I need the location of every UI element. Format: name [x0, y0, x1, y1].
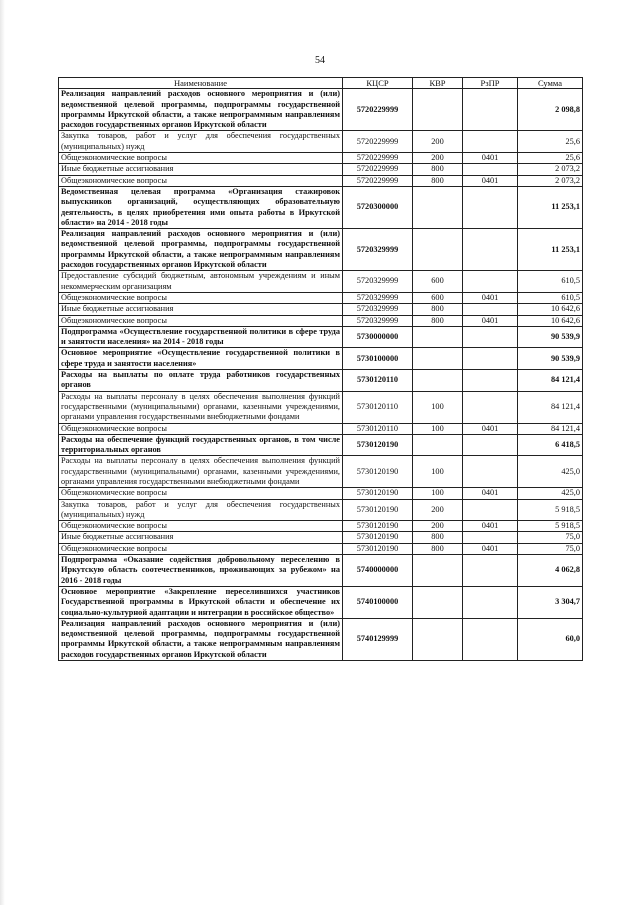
header-row	[59, 78, 583, 89]
cell-kvr: 800	[413, 164, 463, 175]
cell-kcsr: 5740129999	[343, 618, 413, 660]
cell-rzpr	[463, 499, 518, 521]
table-row	[59, 543, 583, 554]
cell-kvr	[413, 326, 463, 348]
table-row	[59, 131, 583, 153]
cell-sum: 5 918,5	[518, 499, 583, 521]
cell-kvr: 800	[413, 304, 463, 315]
cell-kcsr: 5720229999	[343, 175, 413, 186]
cell-kvr: 100	[413, 391, 463, 423]
cell-rzpr	[463, 391, 518, 423]
cell-sum: 90 539,9	[518, 348, 583, 370]
cell-kcsr: 5720329999	[343, 229, 413, 271]
cell-name: Основное мероприятие «Осуществление государственной политики в сфере труда и занятости населения»	[59, 348, 343, 370]
cell-sum: 11 253,1	[518, 186, 583, 228]
header-rzpr: РзПР	[463, 78, 518, 89]
cell-name: Закупка товаров, работ и услуг для обеспечения государственных (муниципальных) нужд	[59, 131, 343, 153]
cell-sum: 2 073,2	[518, 175, 583, 186]
cell-sum: 25,6	[518, 131, 583, 153]
cell-name: Подпрограмма «Осуществление государственной политики в сфере труда и занятости населения» на 2014 - 2018 годы	[59, 326, 343, 348]
cell-kcsr: 5730120110	[343, 391, 413, 423]
cell-name: Закупка товаров, работ и услуг для обеспечения государственных (муниципальных) нужд	[59, 499, 343, 521]
cell-kcsr: 5730120190	[343, 521, 413, 532]
table-row	[59, 521, 583, 532]
table-row	[59, 348, 583, 370]
cell-kvr	[413, 555, 463, 587]
table-row	[59, 555, 583, 587]
cell-rzpr	[463, 370, 518, 392]
cell-rzpr	[463, 304, 518, 315]
cell-name: Основное мероприятие «Закрепление переселившихся участников Государственной программы в Иркутской области и обеспечение их социально-культурной адаптации и интеграции в российское общество»	[59, 586, 343, 618]
cell-kvr: 200	[413, 499, 463, 521]
table-row	[59, 292, 583, 303]
cell-kcsr: 5720329999	[343, 315, 413, 326]
cell-kcsr: 5720229999	[343, 131, 413, 153]
table-row	[59, 434, 583, 456]
cell-rzpr	[463, 434, 518, 456]
cell-kvr	[413, 186, 463, 228]
cell-sum: 90 539,9	[518, 326, 583, 348]
cell-kcsr: 5730120190	[343, 456, 413, 488]
cell-kvr: 800	[413, 315, 463, 326]
cell-name: Предоставление субсидий бюджетным, автономным учреждениям и иным некоммерческим организациям	[59, 271, 343, 293]
cell-sum: 75,0	[518, 532, 583, 543]
cell-kcsr: 5720229999	[343, 164, 413, 175]
cell-name: Реализация направлений расходов основного мероприятия и (или) ведомственной целевой программы, подпрограммы государственной программы Иркутской области, а также непрограммным направлениям расходов государственных органов Иркутской области	[59, 229, 343, 271]
cell-rzpr	[463, 586, 518, 618]
cell-sum: 84 121,4	[518, 391, 583, 423]
cell-kcsr: 5740000000	[343, 555, 413, 587]
cell-sum: 610,5	[518, 292, 583, 303]
cell-sum: 10 642,6	[518, 304, 583, 315]
cell-rzpr	[463, 348, 518, 370]
cell-name: Общеэкономические вопросы	[59, 175, 343, 186]
cell-kvr	[413, 370, 463, 392]
cell-name: Расходы на обеспечение функций государственных органов, в том числе территориальных органов	[59, 434, 343, 456]
cell-kvr	[413, 586, 463, 618]
cell-sum: 11 253,1	[518, 229, 583, 271]
cell-name: Общеэкономические вопросы	[59, 153, 343, 164]
cell-kcsr: 5720329999	[343, 271, 413, 293]
cell-rzpr	[463, 164, 518, 175]
cell-kvr: 200	[413, 521, 463, 532]
cell-rzpr	[463, 186, 518, 228]
cell-kcsr: 5730100000	[343, 348, 413, 370]
cell-name: Иные бюджетные ассигнования	[59, 164, 343, 175]
cell-rzpr: 0401	[463, 292, 518, 303]
cell-name: Расходы на выплаты персоналу в целях обеспечения выполнения функций государственными (муниципальными) органами, казенными учреждениями, органами управления государственными внебюджетными фондами	[59, 456, 343, 488]
cell-sum: 4 062,8	[518, 555, 583, 587]
table-row	[59, 315, 583, 326]
cell-kcsr: 5730120190	[343, 532, 413, 543]
table-row	[59, 370, 583, 392]
cell-rzpr: 0401	[463, 423, 518, 434]
cell-name: Иные бюджетные ассигнования	[59, 304, 343, 315]
cell-kcsr: 5730120190	[343, 543, 413, 554]
cell-kvr: 800	[413, 532, 463, 543]
cell-kcsr: 5720229999	[343, 153, 413, 164]
table-row	[59, 423, 583, 434]
cell-name: Общеэкономические вопросы	[59, 521, 343, 532]
header-sum: Сумма	[518, 78, 583, 89]
cell-rzpr	[463, 532, 518, 543]
scan-edge-shadow	[0, 0, 5, 905]
cell-sum: 610,5	[518, 271, 583, 293]
cell-sum: 84 121,4	[518, 370, 583, 392]
cell-sum: 25,6	[518, 153, 583, 164]
table-row	[59, 89, 583, 131]
cell-kcsr: 5720229999	[343, 89, 413, 131]
cell-kcsr: 5730120190	[343, 434, 413, 456]
table-row	[59, 164, 583, 175]
cell-rzpr	[463, 618, 518, 660]
table-body	[59, 89, 583, 661]
header-kcsr: КЦСР	[343, 78, 413, 89]
table-row	[59, 488, 583, 499]
cell-name: Иные бюджетные ассигнования	[59, 532, 343, 543]
cell-kvr: 100	[413, 488, 463, 499]
table-row	[59, 532, 583, 543]
cell-kvr	[413, 434, 463, 456]
table-row	[59, 153, 583, 164]
budget-table	[58, 77, 583, 661]
cell-name: Реализация направлений расходов основного мероприятия и (или) ведомственной целевой программы, подпрограммы государственной программы Иркутской области, а также непрограммным направлениям расходов государственных органов Иркутской области	[59, 618, 343, 660]
cell-kvr: 200	[413, 153, 463, 164]
cell-kvr: 600	[413, 292, 463, 303]
table-row	[59, 499, 583, 521]
cell-name: Общеэкономические вопросы	[59, 315, 343, 326]
cell-name: Расходы на выплаты персоналу в целях обеспечения выполнения функций государственными (муниципальными) органами, казенными учреждениями, органами управления государственными внебюджетными фондами	[59, 391, 343, 423]
cell-name: Подпрограмма «Оказание содействия добровольному переселению в Иркутскую область соотечественников, проживающих за рубежом» на 2016 - 2018 годы	[59, 555, 343, 587]
cell-kcsr: 5730120190	[343, 499, 413, 521]
cell-kcsr: 5720329999	[343, 292, 413, 303]
cell-rzpr	[463, 229, 518, 271]
table-row	[59, 186, 583, 228]
cell-kcsr: 5730120110	[343, 423, 413, 434]
cell-kcsr: 5730120110	[343, 370, 413, 392]
table-row	[59, 456, 583, 488]
header-name: Наименование	[59, 78, 343, 89]
cell-kvr: 800	[413, 543, 463, 554]
cell-rzpr	[463, 456, 518, 488]
cell-kcsr: 5730120190	[343, 488, 413, 499]
cell-rzpr: 0401	[463, 521, 518, 532]
cell-kvr: 800	[413, 175, 463, 186]
cell-name: Общеэкономические вопросы	[59, 543, 343, 554]
cell-sum: 75,0	[518, 543, 583, 554]
cell-kvr: 600	[413, 271, 463, 293]
cell-sum: 5 918,5	[518, 521, 583, 532]
cell-kcsr: 5740100000	[343, 586, 413, 618]
cell-rzpr	[463, 326, 518, 348]
cell-kcsr: 5730000000	[343, 326, 413, 348]
header-kvr: КВР	[413, 78, 463, 89]
cell-kcsr: 5720300000	[343, 186, 413, 228]
cell-kvr: 100	[413, 423, 463, 434]
cell-rzpr: 0401	[463, 543, 518, 554]
cell-rzpr	[463, 89, 518, 131]
cell-name: Общеэкономические вопросы	[59, 423, 343, 434]
cell-name: Общеэкономические вопросы	[59, 292, 343, 303]
cell-sum: 425,0	[518, 456, 583, 488]
table-row	[59, 175, 583, 186]
cell-rzpr: 0401	[463, 175, 518, 186]
table-row	[59, 304, 583, 315]
cell-kvr	[413, 229, 463, 271]
table-row	[59, 271, 583, 293]
cell-rzpr: 0401	[463, 488, 518, 499]
cell-kvr	[413, 89, 463, 131]
cell-name: Общеэкономические вопросы	[59, 488, 343, 499]
cell-kvr: 100	[413, 456, 463, 488]
table-row	[59, 586, 583, 618]
cell-kvr	[413, 348, 463, 370]
cell-sum: 3 304,7	[518, 586, 583, 618]
cell-rzpr: 0401	[463, 153, 518, 164]
cell-name: Расходы на выплаты по оплате труда работников государственных органов	[59, 370, 343, 392]
cell-sum: 2 098,8	[518, 89, 583, 131]
cell-rzpr: 0401	[463, 315, 518, 326]
table-row	[59, 391, 583, 423]
table-row	[59, 326, 583, 348]
table-row	[59, 618, 583, 660]
cell-name: Реализация направлений расходов основного мероприятия и (или) ведомственной целевой программы, подпрограммы государственной программы Иркутской области, а также непрограммным направлениям расходов государственных органов Иркутской области	[59, 89, 343, 131]
table-header	[59, 78, 583, 89]
cell-sum: 6 418,5	[518, 434, 583, 456]
cell-rzpr	[463, 131, 518, 153]
page-number: 54	[315, 55, 325, 66]
cell-sum: 60,0	[518, 618, 583, 660]
cell-name: Ведомственная целевая программа «Организация стажировок выпускников организаций, осуществляющих образовательную деятельность, в целях приобретения ими опыта работы в Иркутской области» на 2014 - 2018 годы	[59, 186, 343, 228]
cell-kcsr: 5720329999	[343, 304, 413, 315]
cell-kvr	[413, 618, 463, 660]
table-row	[59, 229, 583, 271]
cell-rzpr	[463, 271, 518, 293]
cell-rzpr	[463, 555, 518, 587]
cell-kvr: 200	[413, 131, 463, 153]
cell-sum: 84 121,4	[518, 423, 583, 434]
cell-sum: 425,0	[518, 488, 583, 499]
cell-sum: 10 642,6	[518, 315, 583, 326]
cell-sum: 2 073,2	[518, 164, 583, 175]
